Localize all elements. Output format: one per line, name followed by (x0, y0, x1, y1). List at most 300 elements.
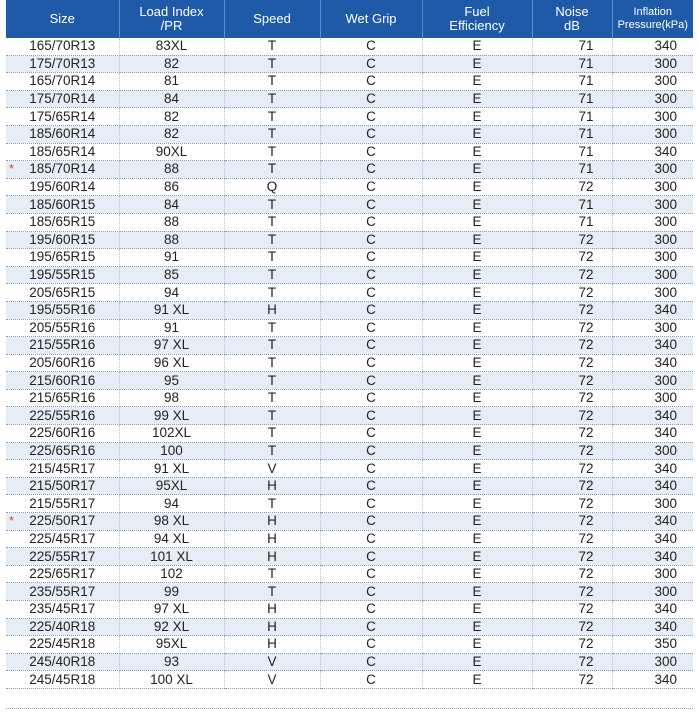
fuel-efficiency-cell-text: E (472, 442, 482, 458)
size-cell (6, 565, 119, 583)
speed-cell (224, 653, 320, 671)
wet-grip-cell (320, 249, 422, 267)
speed-cell-text: T (267, 196, 277, 212)
inflation-cell (612, 231, 693, 249)
wet-grip-cell (320, 653, 422, 671)
load-index-cell (119, 407, 224, 425)
load-index-cell (119, 266, 224, 284)
table-row (6, 460, 693, 478)
noise-cell (532, 513, 612, 531)
wet-grip-cell (320, 301, 422, 319)
fuel-efficiency-cell (422, 460, 532, 478)
size-cell (6, 407, 119, 425)
inflation-cell (612, 618, 693, 636)
table-row (6, 231, 693, 249)
speed-cell (224, 372, 320, 390)
inflation-cell (612, 90, 693, 108)
load-index-cell-text: 102 (160, 566, 183, 582)
speed-cell-text: T (267, 495, 277, 511)
wet-grip-cell (320, 513, 422, 531)
size-cell-text: 215/55R17 (29, 495, 96, 511)
speed-cell-text: T (267, 38, 277, 54)
inflation-cell-text: 340 (654, 425, 677, 441)
table-row (6, 55, 693, 73)
wet-grip-cell (320, 73, 422, 91)
speed-cell (224, 38, 320, 55)
size-cell (6, 460, 119, 478)
inflation-cell-text: 340 (654, 38, 677, 54)
size-cell-text: 225/65R16 (29, 442, 96, 458)
inflation-cell-text: 300 (654, 319, 677, 335)
fuel-efficiency-cell (422, 108, 532, 126)
inflation-cell (612, 249, 693, 267)
fuel-efficiency-cell-text: E (472, 636, 482, 652)
wet-grip-cell-text: C (366, 495, 376, 511)
header-wet-grip: Wet Grip (320, 0, 422, 38)
fuel-efficiency-cell (422, 301, 532, 319)
speed-cell (224, 337, 320, 355)
speed-cell-text: T (267, 91, 277, 107)
noise-cell (532, 495, 612, 513)
load-index-cell (119, 319, 224, 337)
noise-cell-text: 71 (578, 196, 594, 212)
wet-grip-cell-text: C (366, 249, 376, 265)
speed-cell-text: T (267, 442, 277, 458)
fuel-efficiency-cell-text: E (472, 196, 482, 212)
noise-cell (532, 90, 612, 108)
speed-cell (224, 125, 320, 143)
inflation-cell (612, 530, 693, 548)
inflation-cell-text: 340 (654, 478, 677, 494)
wet-grip-cell (320, 266, 422, 284)
wet-grip-cell (320, 213, 422, 231)
load-index-cell-text: 90XL (155, 143, 188, 159)
speed-cell-text: T (267, 390, 277, 406)
inflation-cell-text: 340 (654, 302, 677, 318)
wet-grip-cell-text: C (366, 425, 376, 441)
inflation-cell (612, 196, 693, 214)
load-index-cell (119, 55, 224, 73)
wet-grip-cell (320, 108, 422, 126)
size-cell-text: 165/70R13 (29, 38, 96, 54)
load-index-cell-text: 93 (163, 654, 180, 670)
size-cell-text: 165/70R14 (29, 73, 96, 89)
fuel-efficiency-cell-text: E (472, 91, 482, 107)
fuel-efficiency-cell-text: E (472, 671, 482, 687)
wet-grip-cell-text: C (366, 231, 376, 247)
speed-cell (224, 178, 320, 196)
wet-grip-cell-text: C (366, 55, 376, 71)
noise-cell (532, 565, 612, 583)
table-row (6, 389, 693, 407)
wet-grip-cell-text: C (366, 372, 376, 388)
fuel-efficiency-cell (422, 266, 532, 284)
wet-grip-cell-text: C (366, 636, 376, 652)
noise-cell (532, 125, 612, 143)
fuel-efficiency-cell (422, 125, 532, 143)
load-index-cell (119, 231, 224, 249)
size-cell-text: 225/55R16 (29, 407, 96, 423)
fuel-efficiency-cell-text: E (472, 179, 482, 195)
load-index-cell (119, 442, 224, 460)
noise-cell (532, 337, 612, 355)
load-index-cell (119, 530, 224, 548)
inflation-cell-text: 300 (654, 55, 677, 71)
fuel-efficiency-cell-text: E (472, 354, 482, 370)
speed-cell-text: T (267, 583, 277, 599)
inflation-cell (612, 266, 693, 284)
noise-cell-text: 71 (578, 38, 594, 54)
speed-cell-text: T (267, 407, 277, 423)
speed-cell (224, 583, 320, 601)
fuel-efficiency-cell-text: E (472, 495, 482, 511)
inflation-cell-text: 340 (654, 530, 677, 546)
table-row (6, 636, 693, 654)
speed-cell-text: T (267, 372, 277, 388)
inflation-cell (612, 161, 693, 179)
size-cell (6, 178, 119, 196)
fuel-efficiency-cell (422, 284, 532, 302)
load-index-cell-text: 85 (163, 267, 180, 283)
noise-cell-text: 72 (578, 513, 594, 529)
size-cell-text: 225/60R16 (29, 425, 96, 441)
table-row (6, 653, 693, 671)
load-index-cell-text: 88 (163, 214, 180, 230)
wet-grip-cell (320, 671, 422, 689)
fuel-efficiency-cell (422, 618, 532, 636)
wet-grip-cell (320, 354, 422, 372)
wet-grip-cell-text: C (366, 583, 376, 599)
wet-grip-cell (320, 337, 422, 355)
header-size: Size (6, 0, 119, 38)
wet-grip-cell-text: C (366, 618, 376, 634)
table-row (6, 337, 693, 355)
wet-grip-cell (320, 90, 422, 108)
size-cell (6, 90, 119, 108)
wet-grip-cell-text: C (366, 478, 376, 494)
table-row (6, 143, 693, 161)
size-cell (6, 653, 119, 671)
wet-grip-cell-text: C (366, 179, 376, 195)
table-body (6, 38, 693, 688)
speed-cell-text: T (267, 214, 277, 230)
speed-cell-text: T (267, 231, 277, 247)
size-cell (6, 671, 119, 689)
wet-grip-cell-text: C (366, 126, 376, 142)
table-row (6, 565, 693, 583)
load-index-cell (119, 73, 224, 91)
inflation-cell (612, 460, 693, 478)
wet-grip-cell-text: C (366, 302, 376, 318)
table-row (6, 90, 693, 108)
wet-grip-cell (320, 636, 422, 654)
speed-cell-text: T (267, 55, 277, 71)
fuel-efficiency-cell (422, 425, 532, 443)
size-cell-text: 175/65R14 (29, 108, 96, 124)
fuel-efficiency-cell (422, 90, 532, 108)
fuel-efficiency-cell (422, 249, 532, 267)
table-bottom-rule (6, 708, 693, 709)
wet-grip-cell-text: C (366, 601, 376, 617)
fuel-efficiency-cell (422, 530, 532, 548)
noise-cell-text: 71 (578, 214, 594, 230)
noise-cell (532, 636, 612, 654)
inflation-cell (612, 548, 693, 566)
wet-grip-cell-text: C (366, 108, 376, 124)
fuel-efficiency-cell-text: E (472, 601, 482, 617)
fuel-efficiency-cell (422, 477, 532, 495)
noise-cell (532, 213, 612, 231)
fuel-efficiency-cell (422, 565, 532, 583)
inflation-cell (612, 125, 693, 143)
wet-grip-cell (320, 565, 422, 583)
size-cell (6, 548, 119, 566)
noise-cell (532, 143, 612, 161)
speed-cell (224, 266, 320, 284)
size-cell-text: 225/65R17 (29, 566, 96, 582)
table-row (6, 442, 693, 460)
noise-cell (532, 583, 612, 601)
inflation-cell (612, 319, 693, 337)
noise-cell-text: 72 (578, 337, 594, 353)
inflation-cell-text: 300 (654, 108, 677, 124)
speed-cell (224, 460, 320, 478)
noise-cell (532, 196, 612, 214)
table-row (6, 196, 693, 214)
load-index-cell (119, 425, 224, 443)
speed-cell-text: T (267, 126, 277, 142)
wet-grip-cell-text: C (366, 671, 376, 687)
wet-grip-cell (320, 178, 422, 196)
speed-cell (224, 284, 320, 302)
load-index-cell (119, 337, 224, 355)
size-cell (6, 389, 119, 407)
wet-grip-cell-text: C (366, 654, 376, 670)
noise-cell-text: 71 (578, 91, 594, 107)
speed-cell-text: H (267, 513, 277, 529)
load-index-cell (119, 178, 224, 196)
wet-grip-cell (320, 55, 422, 73)
speed-cell-text: T (267, 108, 277, 124)
fuel-efficiency-cell (422, 495, 532, 513)
load-index-cell (119, 583, 224, 601)
inflation-cell (612, 513, 693, 531)
wet-grip-cell (320, 143, 422, 161)
highlight-marker: * (9, 161, 15, 177)
load-index-cell (119, 618, 224, 636)
wet-grip-cell-text: C (366, 214, 376, 230)
wet-grip-cell-text: C (366, 548, 376, 564)
speed-cell-text: T (267, 354, 277, 370)
noise-cell-text: 71 (578, 143, 594, 159)
noise-cell-text: 71 (578, 55, 594, 71)
size-cell (6, 284, 119, 302)
noise-cell (532, 108, 612, 126)
noise-cell (532, 653, 612, 671)
fuel-efficiency-cell-text: E (472, 548, 482, 564)
fuel-efficiency-cell (422, 178, 532, 196)
speed-cell-text: T (267, 319, 277, 335)
size-cell (6, 73, 119, 91)
load-index-cell (119, 671, 224, 689)
inflation-cell-text: 300 (654, 73, 677, 89)
noise-cell (532, 389, 612, 407)
speed-cell (224, 442, 320, 460)
fuel-efficiency-cell-text: E (472, 513, 482, 529)
speed-cell (224, 407, 320, 425)
fuel-efficiency-cell (422, 231, 532, 249)
load-index-cell-text: 92 XL (153, 618, 190, 634)
load-index-cell-text: 91 (163, 249, 180, 265)
noise-cell-text: 72 (578, 618, 594, 634)
noise-cell-text: 72 (578, 671, 594, 687)
load-index-cell (119, 284, 224, 302)
inflation-cell (612, 284, 693, 302)
speed-cell (224, 495, 320, 513)
noise-cell (532, 266, 612, 284)
fuel-efficiency-cell (422, 636, 532, 654)
noise-cell-text: 72 (578, 478, 594, 494)
size-cell (6, 125, 119, 143)
noise-cell (532, 601, 612, 619)
wet-grip-cell-text: C (366, 319, 376, 335)
wet-grip-cell-text: C (366, 354, 376, 370)
wet-grip-cell (320, 319, 422, 337)
size-cell-text: 195/60R14 (29, 179, 96, 195)
wet-grip-cell-text: C (366, 566, 376, 582)
wet-grip-cell-text: C (366, 513, 376, 529)
inflation-cell-text: 340 (654, 618, 677, 634)
load-index-cell-text: 91 XL (153, 460, 190, 476)
size-cell-text: 215/60R16 (29, 372, 96, 388)
size-cell-text: 225/40R18 (29, 618, 96, 634)
size-cell-text: 225/45R18 (29, 636, 96, 652)
fuel-efficiency-cell-text: E (472, 407, 482, 423)
load-index-cell-text: 101 XL (150, 548, 193, 564)
load-index-cell (119, 125, 224, 143)
speed-cell (224, 671, 320, 689)
header-fuel-efficiency: Fuel Efficiency (422, 0, 532, 38)
noise-cell-text: 72 (578, 566, 594, 582)
fuel-efficiency-cell (422, 73, 532, 91)
inflation-cell-text: 300 (654, 390, 677, 406)
inflation-cell-text: 300 (654, 249, 677, 265)
wet-grip-cell (320, 548, 422, 566)
size-cell-text: 245/40R18 (29, 654, 96, 670)
wet-grip-cell (320, 601, 422, 619)
size-cell (6, 161, 119, 179)
speed-cell (224, 530, 320, 548)
load-index-cell-text: 91 XL (153, 302, 190, 318)
fuel-efficiency-cell-text: E (472, 337, 482, 353)
speed-cell (224, 548, 320, 566)
size-cell-text: 215/65R16 (29, 390, 96, 406)
fuel-efficiency-cell-text: E (472, 161, 482, 177)
load-index-cell (119, 653, 224, 671)
size-cell (6, 495, 119, 513)
noise-cell (532, 407, 612, 425)
load-index-cell-text: 96 XL (153, 354, 190, 370)
load-index-cell-text: 95 (163, 372, 180, 388)
size-cell-text: 185/65R14 (29, 143, 96, 159)
speed-cell-text: Q (266, 179, 278, 195)
load-index-cell-text: 98 (163, 390, 180, 406)
size-cell-text: 235/45R17 (29, 601, 96, 617)
size-cell-text: 225/45R17 (29, 530, 96, 546)
fuel-efficiency-cell-text: E (472, 372, 482, 388)
speed-cell (224, 477, 320, 495)
fuel-efficiency-cell-text: E (472, 425, 482, 441)
load-index-cell-text: 83XL (155, 38, 188, 54)
size-cell (6, 425, 119, 443)
load-index-cell-text: 94 (163, 495, 180, 511)
inflation-cell-text: 300 (654, 284, 677, 300)
load-index-cell (119, 249, 224, 267)
load-index-cell-text: 94 (163, 284, 180, 300)
inflation-cell (612, 653, 693, 671)
speed-cell (224, 196, 320, 214)
size-cell-text: 215/45R17 (29, 460, 96, 476)
noise-cell-text: 72 (578, 636, 594, 652)
load-index-cell (119, 372, 224, 390)
size-cell (6, 583, 119, 601)
speed-cell (224, 319, 320, 337)
wet-grip-cell (320, 38, 422, 55)
table-row (6, 161, 693, 179)
size-cell-text: 175/70R14 (29, 91, 96, 107)
inflation-cell-text: 300 (654, 267, 677, 283)
speed-cell (224, 565, 320, 583)
fuel-efficiency-cell-text: E (472, 108, 482, 124)
inflation-cell-text: 300 (654, 566, 677, 582)
speed-cell (224, 354, 320, 372)
fuel-efficiency-cell (422, 548, 532, 566)
load-index-cell (119, 213, 224, 231)
table-row (6, 513, 693, 531)
size-cell (6, 249, 119, 267)
size-cell (6, 354, 119, 372)
fuel-efficiency-cell (422, 407, 532, 425)
table-row (6, 178, 693, 196)
speed-cell (224, 213, 320, 231)
speed-cell (224, 618, 320, 636)
inflation-cell-text: 300 (654, 372, 677, 388)
speed-cell-text: T (267, 566, 277, 582)
size-cell (6, 266, 119, 284)
wet-grip-cell (320, 460, 422, 478)
speed-cell (224, 636, 320, 654)
tyre-spec-table (6, 0, 693, 689)
load-index-cell-text: 98 XL (153, 513, 190, 529)
speed-cell-text: T (267, 425, 277, 441)
wet-grip-cell (320, 442, 422, 460)
fuel-efficiency-cell-text: E (472, 618, 482, 634)
size-cell (6, 618, 119, 636)
load-index-cell (119, 161, 224, 179)
fuel-efficiency-cell (422, 213, 532, 231)
speed-cell (224, 601, 320, 619)
wet-grip-cell (320, 407, 422, 425)
fuel-efficiency-cell-text: E (472, 478, 482, 494)
load-index-cell (119, 601, 224, 619)
fuel-efficiency-cell (422, 143, 532, 161)
fuel-efficiency-cell-text: E (472, 390, 482, 406)
fuel-efficiency-cell-text: E (472, 231, 482, 247)
speed-cell (224, 108, 320, 126)
noise-cell-text: 72 (578, 654, 594, 670)
table-row (6, 372, 693, 390)
inflation-cell-text: 300 (654, 214, 677, 230)
